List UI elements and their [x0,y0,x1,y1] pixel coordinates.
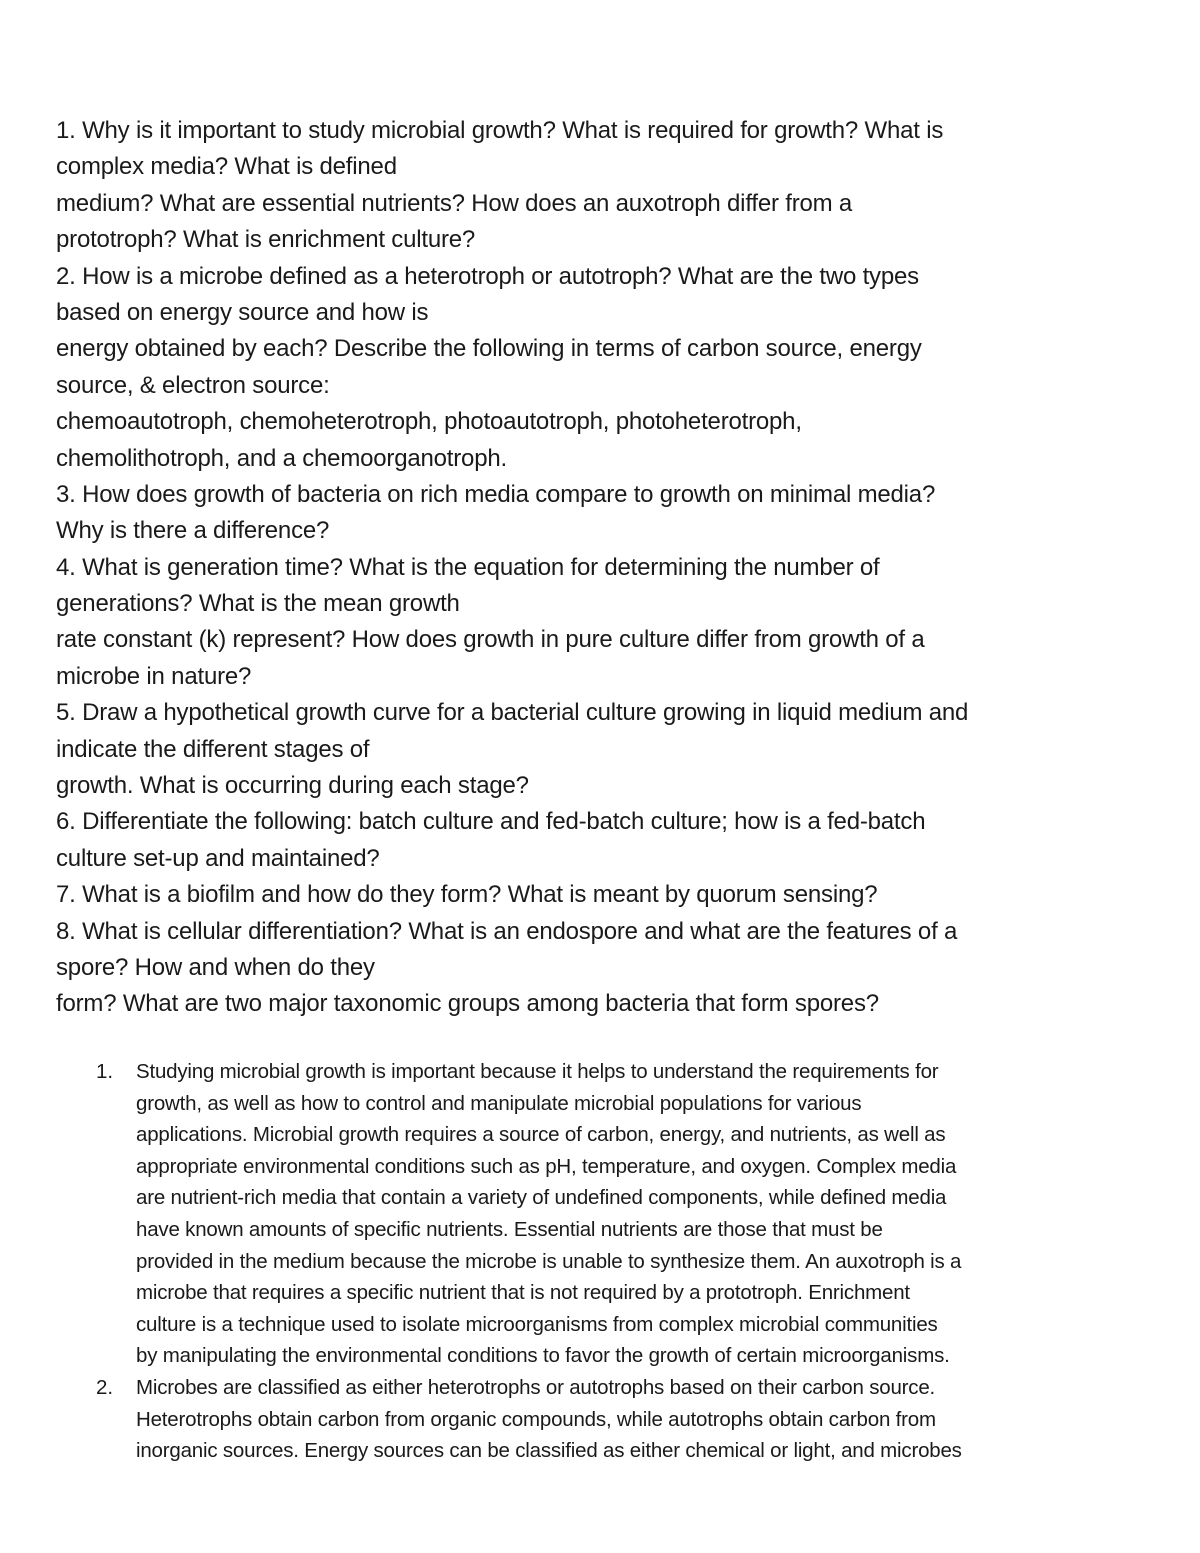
question-line: generations? What is the mean growth [56,590,460,618]
question-line: prototroph? What is enrichment culture? [56,226,476,254]
answer-item [96,1372,1156,1467]
answer-line: have known amounts of specific nutrients. Essential nutrients are those that must be [136,1217,883,1241]
question-line: 4. What is generation time? What is the equation for determining the number of [56,553,880,581]
answer-line: inorganic sources. Energy sources can be classified as either chemical or light, and microbes [136,1439,962,1463]
question-line: chemoautotroph, chemoheterotroph, photoautotroph, photoheterotroph, [56,408,802,436]
question-line: source, & electron source: [56,371,330,399]
question-line: indicate the different stages of [56,735,370,763]
question-line: chemolithotroph, and a chemoorganotroph. [56,444,507,472]
question-line: culture set-up and maintained? [56,844,380,872]
answer-line: applications. Microbial growth requires a source of carbon, energy, and nutrients, as well as [136,1123,946,1147]
question-line: 8. What is cellular differentiation? What is an endospore and what are the features of a [56,917,958,945]
question-line: energy obtained by each? Describe the following in terms of carbon source, energy [56,335,922,363]
answer-number: 1. [96,1060,114,1083]
question-line: growth. What is occurring during each stage? [56,772,529,800]
question-line: medium? What are essential nutrients? How does an auxotroph differ from a [56,189,853,217]
study-questions [56,113,1156,1023]
answer-item [96,1056,1156,1372]
question-line: 5. Draw a hypothetical growth curve for a bacterial culture growing in liquid medium and [56,699,969,727]
question-line: microbe in nature? [56,662,252,690]
question-line: 1. Why is it important to study microbial growth? What is required for growth? What is [56,117,944,144]
question-line: Why is there a difference? [56,517,330,545]
answer-line: growth, as well as how to control and manipulate microbial populations for various [136,1091,862,1115]
answer-list [96,1056,1156,1467]
question-line: 3. How does growth of bacteria on rich media compare to growth on minimal media? [56,480,936,508]
question-line: 7. What is a biofilm and how do they form? What is meant by quorum sensing? [56,881,878,909]
answer-line: Studying microbial growth is important because it helps to understand the requirements for [136,1060,939,1083]
question-line: 6. Differentiate the following: batch culture and fed-batch culture; how is a fed-batch [56,808,926,836]
answer-line: by manipulating the environmental conditions to favor the growth of certain microorganisms. [136,1344,950,1368]
question-line: spore? How and when do they [56,953,375,981]
answer-line: Microbes are classified as either heterotrophs or autotrophs based on their carbon source. [136,1375,936,1399]
question-line: complex media? What is defined [56,153,397,181]
answer-line: provided in the medium because the microbe is unable to synthesize them. An auxotroph is a [136,1249,962,1273]
answer-line: Heterotrophs obtain carbon from organic compounds, while autotrophs obtain carbon from [136,1407,936,1431]
question-line: based on energy source and how is [56,298,429,326]
question-line: form? What are two major taxonomic groups among bacteria that form spores? [56,990,879,1018]
answer-number: 2. [96,1375,114,1399]
answer-line: appropriate environmental conditions such as pH, temperature, and oxygen. Complex media [136,1154,957,1178]
question-line: rate constant (k) represent? How does growth in pure culture differ from growth of a [56,626,925,654]
answer-line: are nutrient-rich media that contain a variety of undefined components, while defined media [136,1186,947,1210]
answer-line: culture is a technique used to isolate microorganisms from complex microbial communities [136,1312,938,1336]
answer-line: microbe that requires a specific nutrient that is not required by a prototroph. Enrichment [136,1281,910,1305]
question-line: 2. How is a microbe defined as a heterotroph or autotroph? What are the two types [56,262,919,290]
